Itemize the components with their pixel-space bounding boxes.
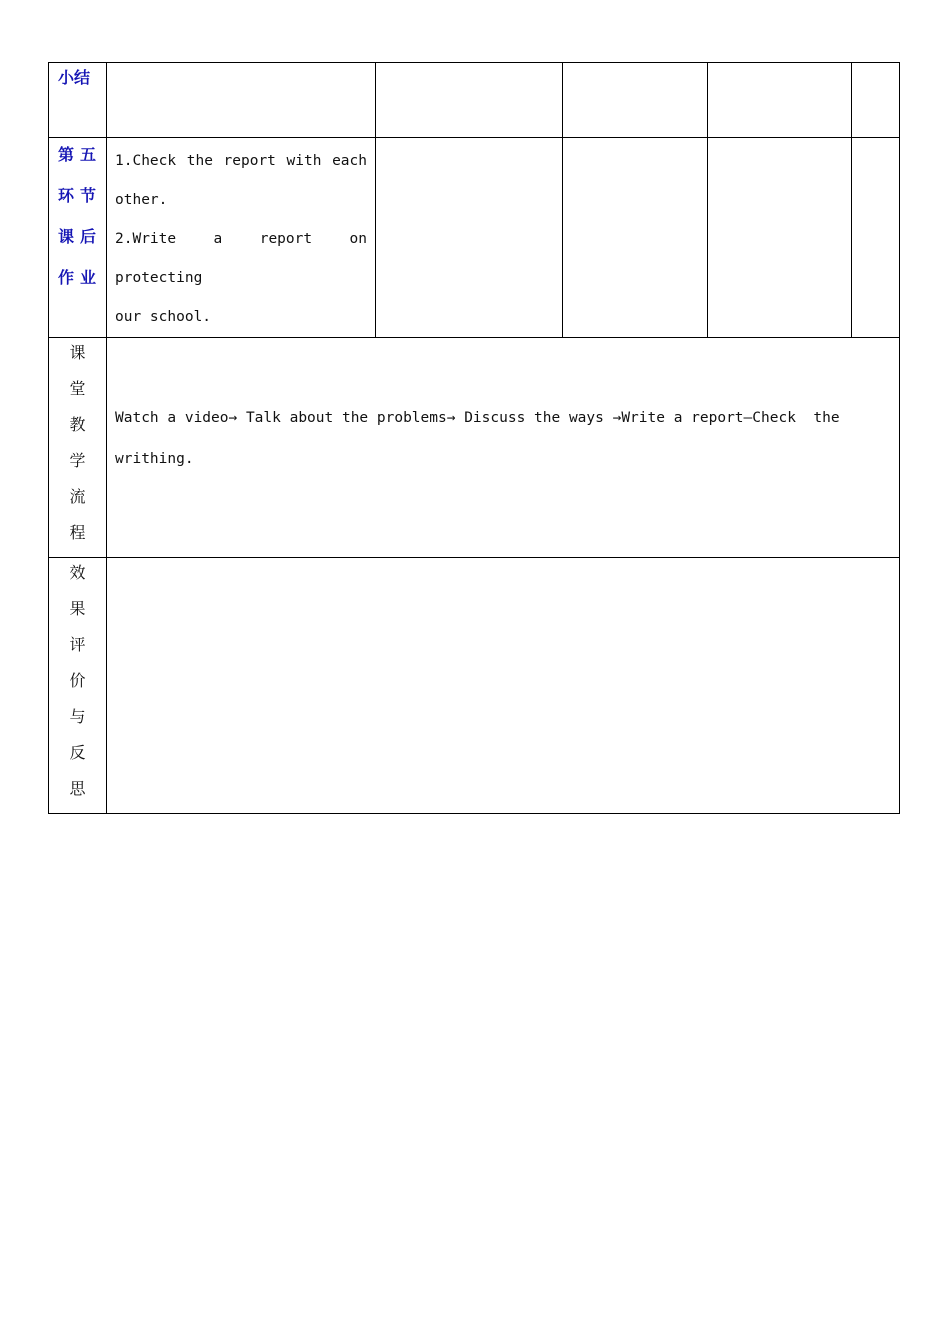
evaluation-label-char-3: 评	[69, 635, 86, 654]
homework-stage-cell	[49, 138, 107, 338]
homework-cell-6	[852, 138, 900, 338]
flow-label-char-3: 教	[69, 415, 86, 434]
evaluation-row	[49, 558, 900, 814]
evaluation-label-char-1: 效	[69, 563, 86, 582]
flow-label-char-5: 流	[69, 487, 86, 506]
homework-cell-3	[376, 138, 563, 338]
summary-stage-cell	[49, 63, 107, 138]
homework-cell-4	[563, 138, 708, 338]
homework-stage-line-1: 第五	[58, 145, 103, 164]
summary-row	[49, 63, 900, 138]
flow-label-char-4: 学	[69, 451, 86, 470]
summary-cell-6	[852, 63, 900, 138]
evaluation-content-cell	[107, 558, 900, 814]
flow-row	[49, 338, 900, 558]
flow-label-char-6: 程	[69, 523, 86, 542]
flow-content-cell	[107, 338, 900, 558]
homework-cell-5	[708, 138, 852, 338]
homework-stage-line-2: 环节	[58, 186, 103, 205]
evaluation-label-char-5: 与	[69, 707, 86, 726]
homework-item-1-line-1: 1.Check the report with each	[115, 153, 367, 169]
evaluation-label-char-4: 价	[69, 671, 86, 690]
homework-content-cell	[107, 138, 376, 338]
summary-content-cell	[107, 63, 376, 138]
homework-item-1-line-2: other.	[115, 192, 168, 208]
flow-text-line-1: Watch a video→ Talk about the problems→ Discuss the ways →Write a report—Check the	[115, 410, 840, 426]
homework-row	[49, 138, 900, 338]
flow-text-line-2: writhing.	[115, 451, 194, 467]
flow-label-cell	[49, 338, 107, 558]
homework-item-2-line-1: 2.Write a report on protecting	[115, 231, 367, 286]
evaluation-label-char-6: 反	[69, 743, 86, 762]
evaluation-label-char-2: 果	[69, 599, 86, 618]
flow-label-char-2: 堂	[69, 379, 86, 398]
summary-cell-4	[563, 63, 708, 138]
homework-item-2-line-2: our school.	[115, 309, 212, 325]
flow-label-char-1: 课	[69, 343, 86, 362]
lesson-plan-table	[48, 62, 900, 814]
summary-cell-5	[708, 63, 852, 138]
homework-stage-line-3: 课后	[58, 227, 103, 246]
homework-stage-line-4: 作业	[58, 268, 103, 287]
evaluation-label-cell	[49, 558, 107, 814]
summary-cell-3	[376, 63, 563, 138]
evaluation-label-char-7: 思	[69, 779, 86, 798]
summary-stage-label: 小结	[58, 68, 91, 87]
